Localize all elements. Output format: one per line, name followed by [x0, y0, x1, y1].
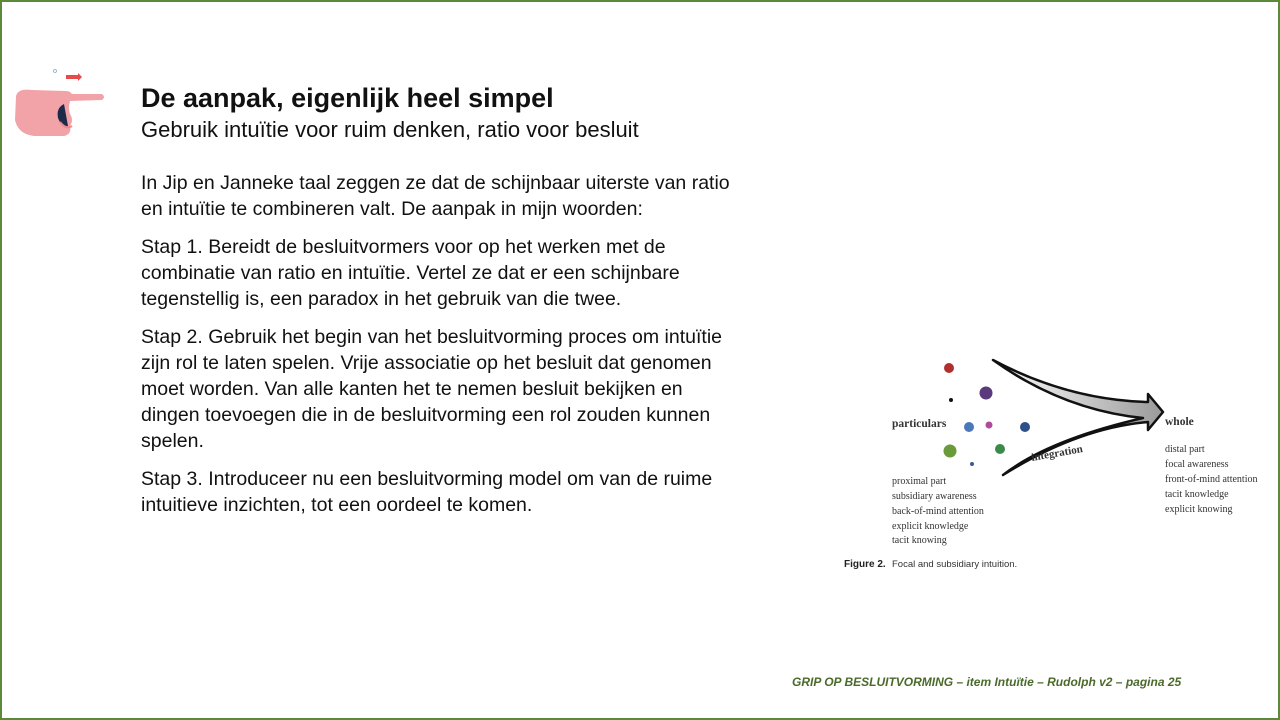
particular-dot — [944, 445, 957, 458]
particular-dot — [944, 363, 954, 373]
body-text — [141, 170, 741, 530]
right-list — [1165, 444, 1257, 515]
step-3-paragraph: Stap 3. Introduceer nu een besluitvorming model om van de ruime intuitieve inzichten, tot een oordeel te komen. — [141, 468, 713, 516]
pointing-hand-icon — [12, 64, 112, 144]
particular-dot — [986, 422, 993, 429]
particular-dot — [964, 422, 974, 432]
particular-dot — [995, 444, 1005, 454]
left-list — [892, 476, 984, 546]
right-list-item: front-of-mind attention — [1165, 474, 1258, 485]
figure-caption-text: Focal and subsidiary intuition. — [892, 559, 1018, 570]
right-list-item: focal awareness — [1165, 459, 1229, 470]
step-2-paragraph: Stap 2. Gebruik het begin van het besluitvorming proces om intuïtie zijn rol te laten spelen. Vrije associatie op het besluit dat genomen moet worden. Van alle kanten het te nemen besluit bekijken en dingen toevoegen die in de besluitvorming een rol zouden kunnen spelen. — [141, 326, 722, 452]
integration-label: integration — [1030, 443, 1084, 464]
slide-subtitle: Gebruik intuïtie voor ruim denken, ratio voor besluit — [141, 117, 639, 142]
particular-dot — [1020, 422, 1030, 432]
intro-paragraph: In Jip en Janneke taal zeggen ze dat de schijnbaar uiterste van ratio en intuïtie te combineren valt. De aanpak in mijn woorden: — [141, 172, 730, 220]
right-list-item: tacit knowledge — [1165, 489, 1229, 500]
left-list-item: explicit knowledge — [892, 521, 969, 532]
figure-caption-label: Figure 2. — [844, 559, 886, 570]
intuition-figure — [838, 350, 1278, 580]
integration-arrow — [993, 360, 1163, 475]
slide-title: De aanpak, eigenlijk heel simpel — [141, 83, 554, 113]
right-list-item: explicit knowing — [1165, 504, 1233, 515]
step-1-paragraph: Stap 1. Bereidt de besluitvormers voor op het werken met de combinatie van ratio en intuïtie. Vertel ze dat er een schijnbare tegenstellig is, een paradox in het gebruik van die twee. — [141, 236, 680, 310]
particular-dot — [949, 398, 953, 402]
left-list-item: tacit knowing — [892, 535, 947, 546]
particular-dot — [970, 462, 974, 466]
left-list-item: subsidiary awareness — [892, 491, 977, 502]
particulars-label: particulars — [892, 418, 947, 430]
whole-label: whole — [1165, 416, 1194, 428]
particular-dot — [980, 387, 993, 400]
left-list-item: proximal part — [892, 476, 947, 487]
left-list-item: back-of-mind attention — [892, 506, 984, 517]
right-list-item: distal part — [1165, 444, 1205, 455]
page-footer: GRIP OP BESLUITVORMING – item Intuïtie – Rudolph v2 – pagina 25 — [792, 675, 1182, 689]
